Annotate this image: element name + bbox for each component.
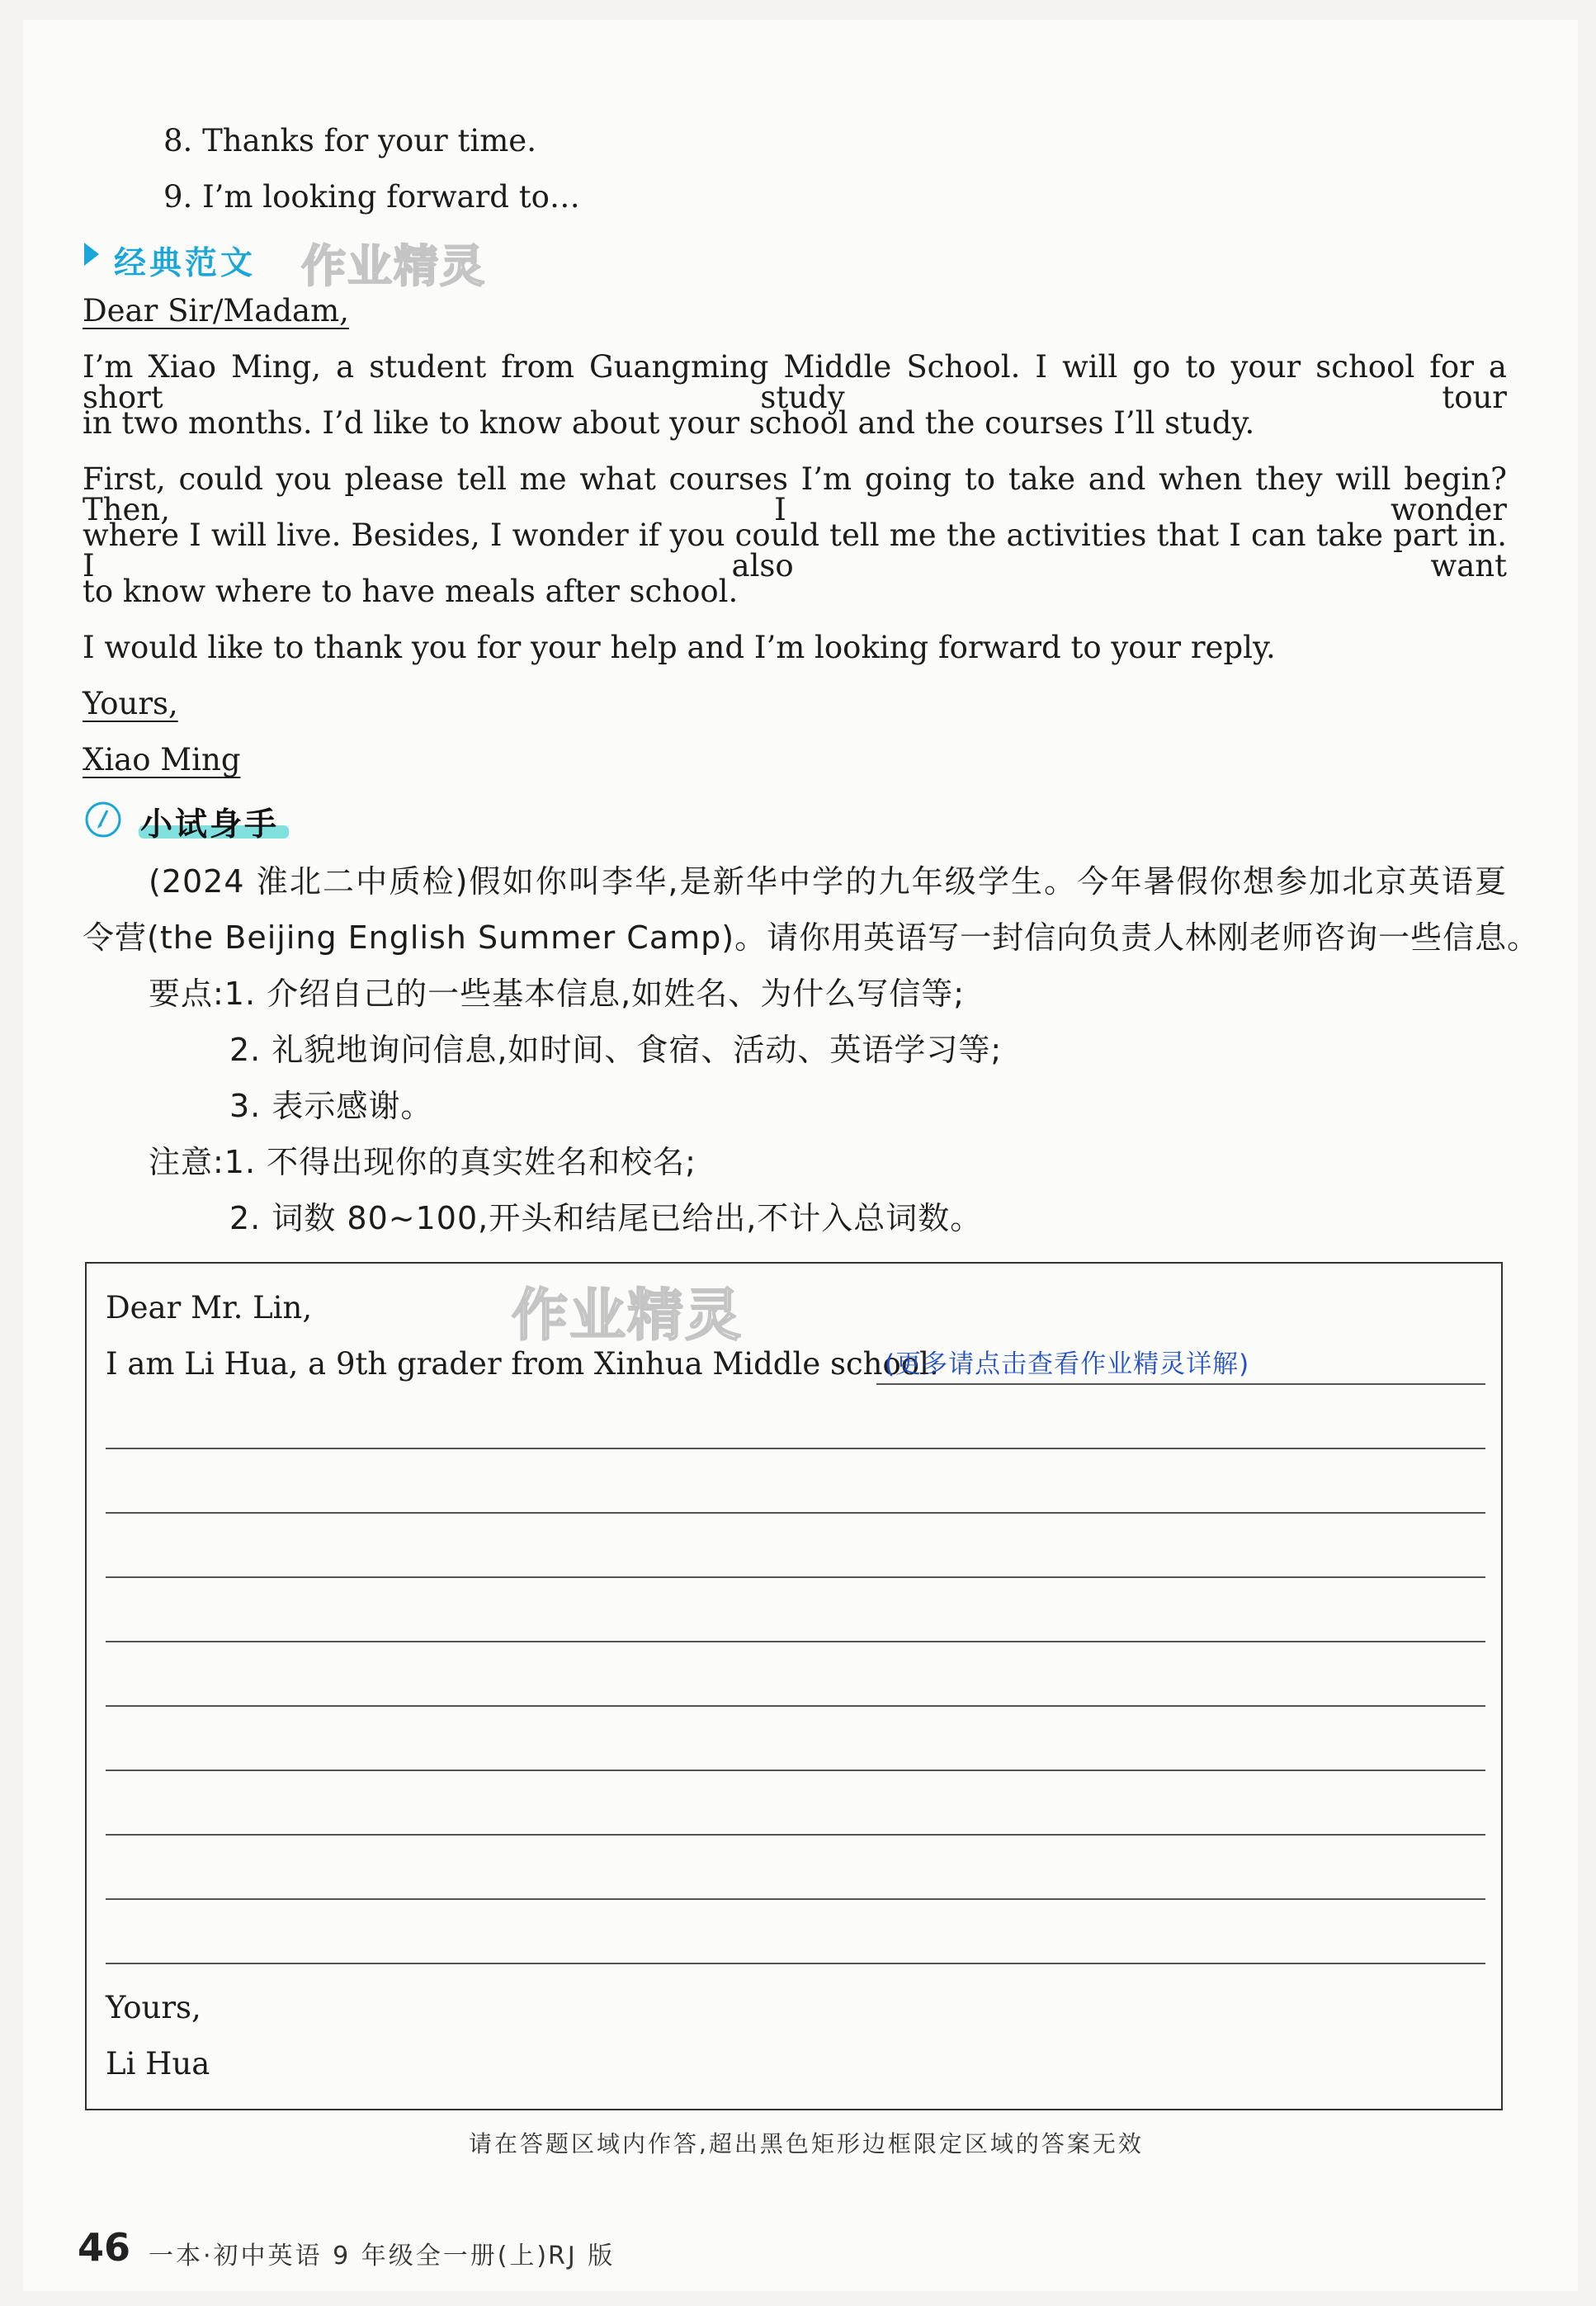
writing-line — [876, 1383, 1485, 1385]
essay-salutation: Dear Sir/Madam, — [83, 293, 349, 328]
notes-line2: 2. 词数 80~100,开头和结尾已给出,不计入总词数。 — [229, 1200, 983, 1236]
points-line2: 2. 礼貌地询问信息,如时间、食宿、活动、英语学习等; — [229, 1032, 1003, 1068]
practice-heading: 小试身手 — [140, 806, 280, 843]
answer-closing: Yours, — [106, 1990, 201, 2025]
answer-signature: Li Hua — [106, 2046, 210, 2082]
answer-area-note: 请在答题区域内作答,超出黑色矩形边框限定区域的答案无效 — [469, 2130, 1144, 2157]
phrase-item-9: 9. I’m looking forward to… — [163, 179, 580, 215]
answer-box — [85, 1262, 1503, 2110]
writing-line — [106, 1705, 1485, 1707]
essay-p3-line1: I would like to thank you for your help and I’m looking forward to your reply. — [83, 630, 1276, 665]
essay-signature: Xiao Ming — [83, 742, 241, 777]
essay-p2-line3: to know where to have meals after school. — [83, 574, 739, 609]
writing-line — [106, 1898, 1485, 1900]
prompt-line2: 令营(the Beijing English Summer Camp)。请你用英语写一封信向负责人林刚老师咨询一些信息。 — [83, 919, 1540, 956]
points-line1: 要点:1. 介绍自己的一些基本信息,如姓名、为什么写信等; — [149, 976, 966, 1012]
writing-line — [106, 1448, 1485, 1449]
writing-line — [106, 1834, 1485, 1836]
writing-line — [106, 1963, 1485, 1964]
watermark-1: 作业精灵 — [301, 240, 486, 292]
answer-salutation: Dear Mr. Lin, — [106, 1290, 313, 1325]
writing-line — [106, 1576, 1485, 1578]
essay-p1-line2: in two months. I’d like to know about your school and the courses I’ll study. — [83, 405, 1255, 441]
essay-p1-line1: I’m Xiao Ming, a student from Guangming Middle School. I will go to your school for a short study tour — [83, 349, 1507, 415]
writing-line — [106, 1641, 1485, 1642]
book-info: 一本·初中英语 9 年级全一册(上) — [149, 2242, 550, 2271]
notes-line1: 注意:1. 不得出现你的真实姓名和校名; — [149, 1144, 696, 1180]
points-line3: 3. 表示感谢。 — [229, 1088, 433, 1124]
writing-line — [106, 1512, 1485, 1514]
essay-p2-line1: First, could you please tell me what courses I’m going to take and when they will begin? Then, I wonder — [83, 461, 1507, 527]
model-essay-heading: 经典范文 — [114, 245, 257, 282]
phrase-item-8: 8. Thanks for your time. — [163, 123, 536, 158]
watermark-2: 作业精灵 — [512, 1283, 744, 1349]
answer-first-line: I am Li Hua, a 9th grader from Xinhua Middle school. — [106, 1346, 939, 1382]
edition-label: RJ 版 — [548, 2242, 616, 2271]
page-number: 46 — [78, 2225, 131, 2270]
essay-closing: Yours, — [83, 686, 178, 721]
writing-line — [106, 1770, 1485, 1771]
section-arrow-icon — [84, 243, 99, 266]
pencil-circle-icon — [83, 799, 124, 840]
prompt-line1: (2024 淮北二中质检)假如你叫李华,是新华中学的九年级学生。今年暑假你想参加北京英语夏 — [149, 863, 1507, 900]
essay-p2-line2: where I will live. Besides, I wonder if you could tell me the activities that I can take part in. I also want — [83, 517, 1507, 584]
details-link[interactable]: (更多请点击查看作业精灵详解) — [885, 1349, 1250, 1379]
